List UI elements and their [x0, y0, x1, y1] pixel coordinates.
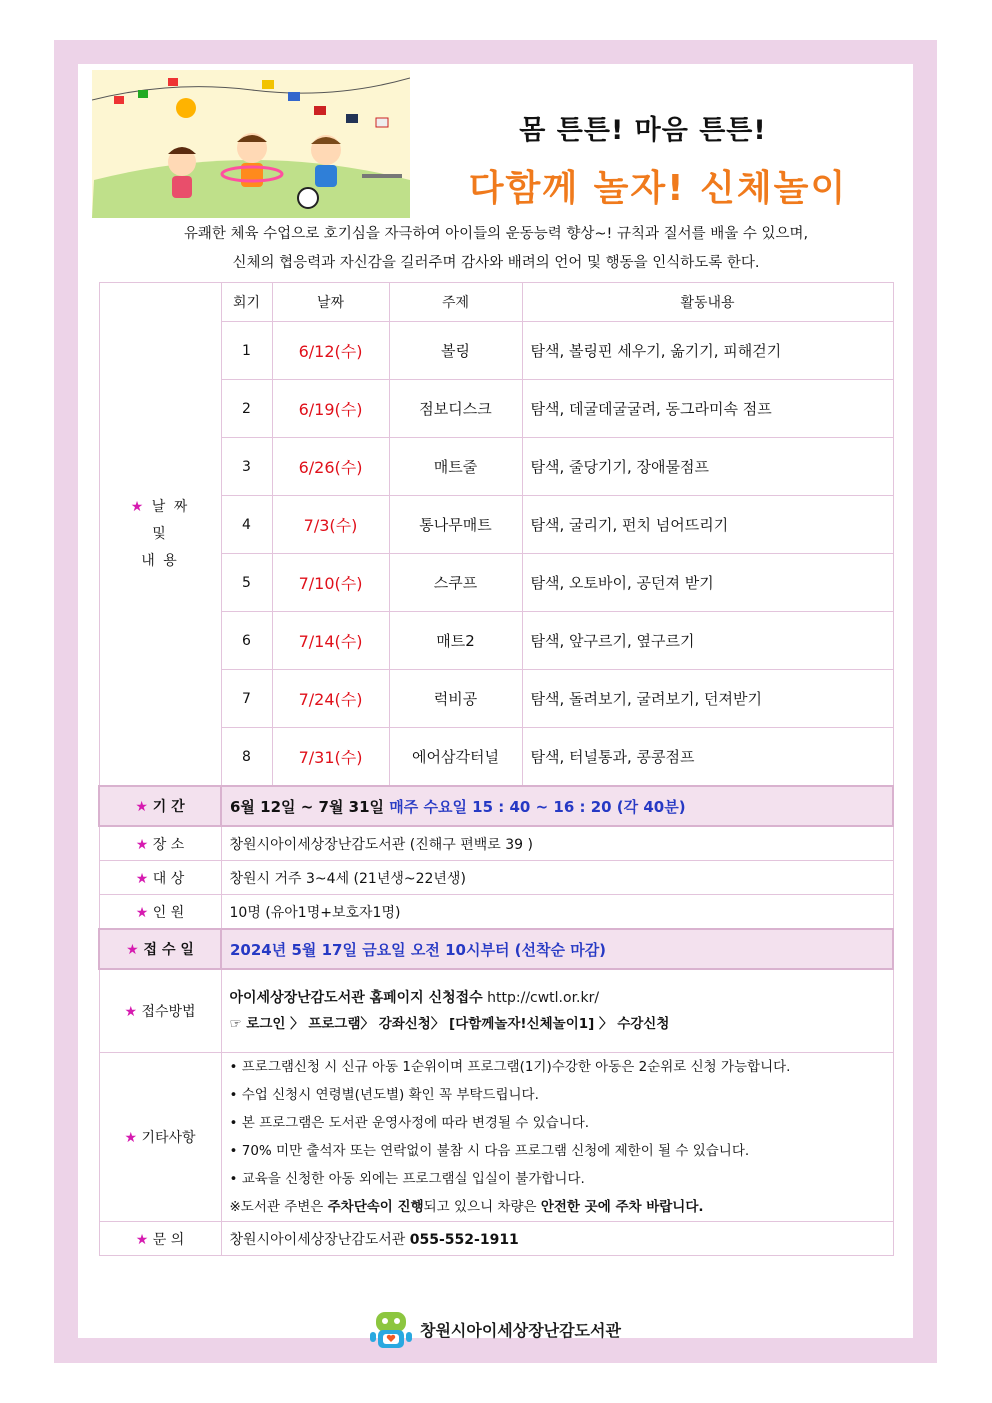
list-item: • 교육을 신청한 아동 외에는 프로그램실 입실이 불가합니다.: [229, 1171, 585, 1187]
column-header-session: 회기: [221, 283, 272, 322]
method-label: [99, 969, 221, 1053]
parking-note-d: 안전한 곳에 주차 바랍니다.: [540, 1199, 704, 1215]
schedule-label: [99, 283, 221, 787]
star-icon: ★: [124, 1004, 137, 1020]
star-icon: ★: [135, 904, 149, 921]
session-topic: 통나무매트: [389, 496, 522, 554]
schedule-label-line-2: 및: [152, 525, 168, 542]
list-item: • 70% 미만 출석자 또는 연락없이 불참 시 다음 프로그램 신청에 제한이 될 수 있습니다.: [229, 1143, 750, 1159]
reception-label-text: 접 수 일: [143, 942, 194, 958]
kids-playing-illustration: [92, 70, 410, 218]
program-table: [98, 282, 894, 1256]
contact-name: 창원시아이세상장난감도서관: [229, 1231, 406, 1248]
list-item: • 프로그램신청 시 신규 아동 1순위이며 프로그램(1기)수강한 아동은 2순위로 신청 가능합니다.: [229, 1059, 791, 1075]
session-number: 3: [221, 438, 272, 496]
star-icon: ★: [135, 836, 149, 853]
page-frame: [54, 40, 937, 1363]
star-icon: ★: [126, 942, 139, 958]
people-row: [99, 895, 893, 930]
session-activity: 탐색, 줄당기기, 장애물점프: [522, 438, 893, 496]
place-label-text: 장 소: [152, 836, 185, 853]
title-line-2: 다함께 놀자! 신체놀이: [468, 168, 848, 209]
people-value: 10명 (유아1명+보호자1명): [221, 895, 893, 930]
session-activity: 탐색, 볼링핀 세우기, 옮기기, 피해걷기: [522, 322, 893, 380]
etc-label-text: 기타사항: [141, 1130, 196, 1146]
session-topic: 에어삼각터널: [389, 728, 522, 787]
session-activity: 탐색, 돌려보기, 굴려보기, 던져받기: [522, 670, 893, 728]
session-activity: 탐색, 데굴데굴굴려, 동그라미속 점프: [522, 380, 893, 438]
session-activity: 탐색, 굴리기, 펀치 넘어뜨리기: [522, 496, 893, 554]
etc-row: [99, 1053, 893, 1222]
session-number: 5: [221, 554, 272, 612]
people-label: [99, 895, 221, 930]
session-date: 7/31(수): [272, 728, 389, 787]
session-topic: 매트줄: [389, 438, 522, 496]
session-activity: 탐색, 터널통과, 콩콩점프: [522, 728, 893, 787]
session-number: 2: [221, 380, 272, 438]
contact-value: [221, 1222, 893, 1256]
homepage-link[interactable]: http://cwtl.or.kr/: [487, 990, 600, 1006]
contact-label-text: 문 의: [152, 1231, 185, 1248]
session-activity: 탐색, 앞구르기, 옆구르기: [522, 612, 893, 670]
method-line-1: 아이세상장난감도서관 홈페이지 신청접수: [229, 990, 483, 1006]
list-item: • 본 프로그램은 도서관 운영사정에 따라 변경될 수 있습니다.: [229, 1115, 590, 1131]
target-label: [99, 861, 221, 895]
session-activity: 탐색, 오토바이, 공던져 받기: [522, 554, 893, 612]
session-date: 7/14(수): [272, 612, 389, 670]
contact-label: [99, 1222, 221, 1256]
session-date: 7/24(수): [272, 670, 389, 728]
schedule-label-line-1: 날 짜: [151, 498, 190, 515]
flyer-sheet: [78, 64, 913, 1338]
place-value: 창원시아이세상장난감도서관 (진해구 편백로 39 ): [221, 826, 893, 861]
star-icon: ★: [124, 1130, 137, 1146]
column-header-activity: 활동내용: [522, 283, 893, 322]
etc-value: [221, 1053, 893, 1222]
session-number: 8: [221, 728, 272, 787]
method-row: [99, 969, 893, 1053]
period-row: [99, 786, 893, 826]
intro-line-1: 유쾌한 체육 수업으로 호기심을 자극하여 아이들의 운동능력 향상~! 규칙과 질서를 배울 수 있으며,: [183, 226, 809, 242]
session-number: 1: [221, 322, 272, 380]
session-date: 7/10(수): [272, 554, 389, 612]
method-label-text: 접수방법: [141, 1004, 196, 1020]
period-label: [99, 786, 221, 826]
target-label-text: 대 상: [152, 870, 185, 887]
method-line-2: ☞ 로그인 〉 프로그램〉 강좌신청〉 [다함께놀자!신체놀이1] 〉 수강신청: [229, 1016, 670, 1032]
session-topic: 럭비공: [389, 670, 522, 728]
session-topic: 스쿠프: [389, 554, 522, 612]
target-row: [99, 861, 893, 895]
place-row: [99, 826, 893, 861]
footer-org-name: 창원시아이세상장난감도서관: [420, 1321, 621, 1340]
contact-phone: 055-552-1911: [409, 1231, 519, 1248]
star-icon: ★: [135, 870, 149, 887]
intro-line-2: 신체의 협응력과 자신감을 길러주며 감사와 배려의 언어 및 행동을 인식하도록 한다.: [232, 255, 760, 271]
session-date: 6/19(수): [272, 380, 389, 438]
target-value: 창원시 거주 3~4세 (21년생~22년생): [221, 861, 893, 895]
method-value: [221, 969, 893, 1053]
session-date: 7/3(수): [272, 496, 389, 554]
reception-row: [99, 929, 893, 969]
contact-row: [99, 1222, 893, 1256]
title-line-1: 몸 튼튼! 마음 튼튼!: [519, 115, 767, 146]
etc-label: [99, 1053, 221, 1222]
reception-value: 2024년 5월 17일 금요일 오전 10시부터 (선착순 마감): [221, 929, 893, 969]
notice-list: [230, 1053, 885, 1221]
footer-logo: [368, 1308, 668, 1352]
star-icon: ★: [135, 799, 148, 815]
session-topic: 볼링: [389, 322, 522, 380]
mascot-robot-icon: [368, 1308, 414, 1352]
people-label-text: 인 원: [152, 904, 185, 921]
session-number: 7: [221, 670, 272, 728]
parking-note-b: 주차단속이 진행: [327, 1199, 424, 1215]
star-icon: ★: [135, 1231, 149, 1248]
list-item: • 수업 신청시 연령별(년도별) 확인 꼭 부탁드립니다.: [229, 1087, 539, 1103]
star-icon: ★: [130, 498, 146, 515]
reception-label: [99, 929, 221, 969]
session-number: 4: [221, 496, 272, 554]
period-label-text: 기 간: [152, 799, 185, 815]
parking-note-c: 되고 있으니 차량은: [423, 1199, 541, 1215]
session-date: 6/26(수): [272, 438, 389, 496]
column-header-topic: 주제: [389, 283, 522, 322]
session-topic: 매트2: [389, 612, 522, 670]
session-topic: 점보디스크: [389, 380, 522, 438]
session-number: 6: [221, 612, 272, 670]
intro-text: [86, 220, 906, 278]
parking-note-a: ※도서관 주변은: [229, 1199, 328, 1215]
period-time: 매주 수요일 15 : 40 ~ 16 : 20 (각 40분): [389, 797, 686, 816]
place-label: [99, 826, 221, 861]
session-date: 6/12(수): [272, 322, 389, 380]
period-dates: 6월 12일 ~ 7월 31일: [230, 797, 385, 816]
table-header-row: [99, 283, 893, 322]
period-value: [221, 786, 893, 826]
column-header-date: 날짜: [272, 283, 389, 322]
parking-note: [230, 1193, 885, 1221]
schedule-label-line-3: 내 용: [141, 552, 179, 569]
